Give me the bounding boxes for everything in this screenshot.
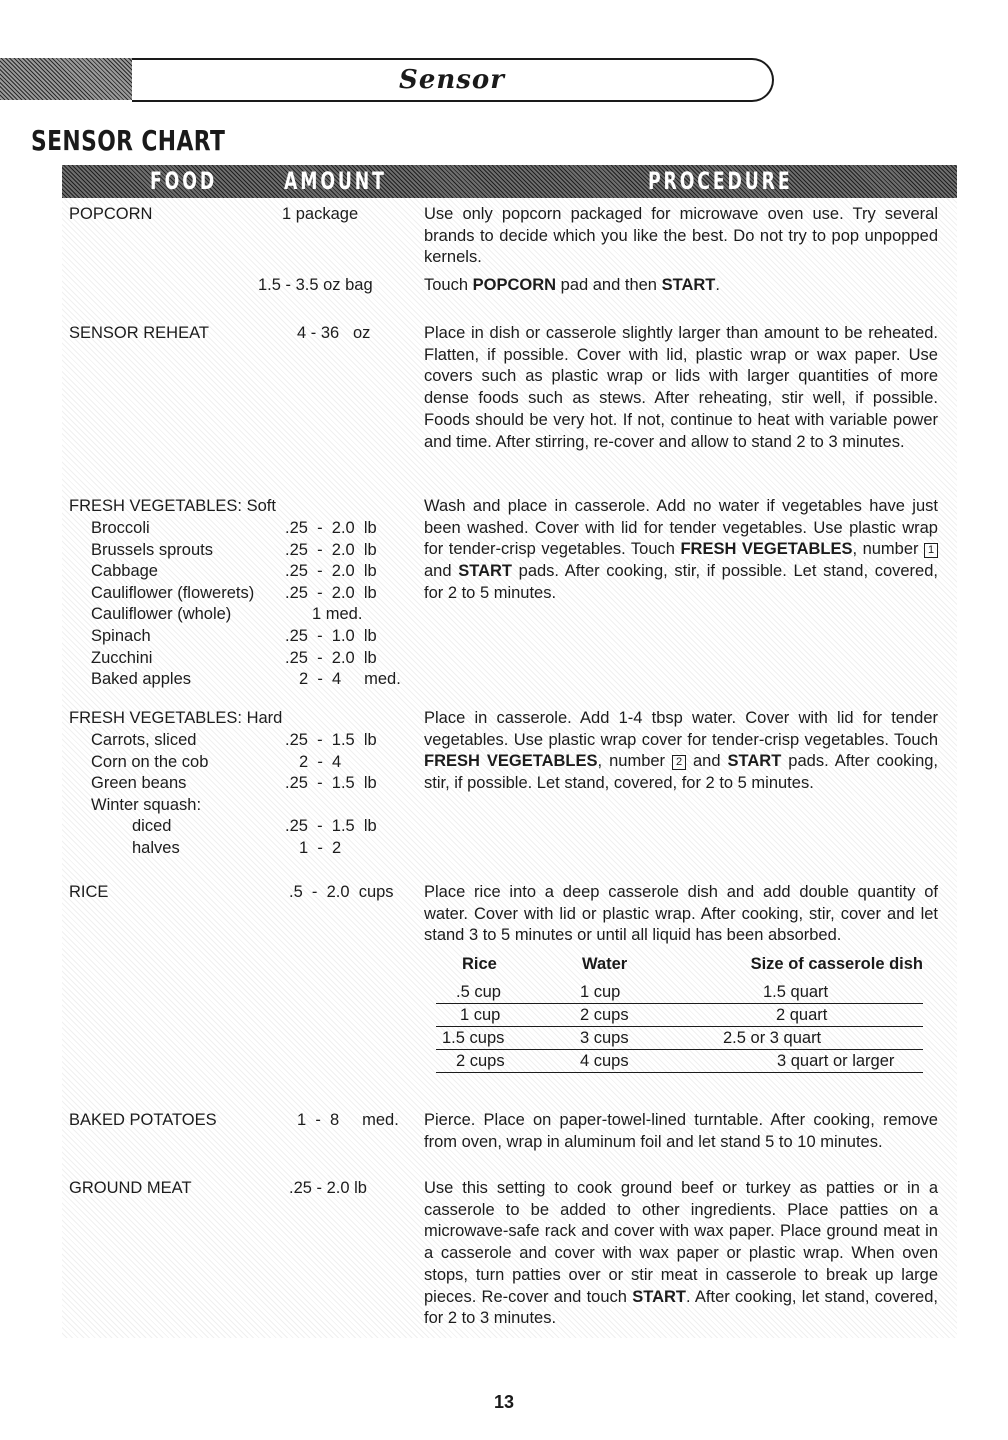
food-name: FRESH VEGETABLES: Soft (69, 497, 276, 515)
vegetable-name: Baked apples (91, 670, 191, 688)
food-name: BAKED POTATOES (69, 1111, 217, 1129)
vegetable-name: Cauliflower (whole) (91, 605, 232, 623)
vegetable-name: diced (132, 817, 172, 835)
amount: 1.5 - 3.5 oz bag (258, 276, 373, 294)
rice-casserole-table (436, 953, 923, 1073)
amount: .25 - 2.0 lb (285, 562, 377, 580)
amount: .25 - 2.0 lb (285, 519, 377, 537)
column-header-bar (62, 165, 957, 198)
vegetable-name: Broccoli (91, 519, 150, 537)
table-row: 1 cup 2 cups 2 quart (436, 1004, 923, 1027)
number-key-1: 1 (924, 543, 938, 558)
header-pattern-block (0, 58, 132, 100)
vegetable-name: Brussels sprouts (91, 541, 213, 559)
table-header: Rice (462, 955, 497, 973)
amount: .25 - 1.5 lb (285, 774, 377, 792)
amount: .5 - 2.0 cups (289, 883, 394, 901)
amount: 2 - 4 med. (299, 670, 401, 688)
column-procedure: PROCEDURE (648, 167, 793, 195)
vegetable-name: Spinach (91, 627, 151, 645)
food-name: SENSOR REHEAT (69, 324, 209, 342)
table-header: Water (582, 955, 628, 973)
amount: .25 - 2.0 lb (285, 541, 377, 559)
table-row: 2 cups 4 cups 3 quart or larger (436, 1050, 923, 1073)
amount: 1 med. (312, 605, 363, 623)
column-food: FOOD (150, 167, 218, 195)
vegetable-name: Cauliflower (flowerets) (91, 584, 255, 602)
amount: 2 - 4 (299, 753, 342, 771)
section-header (132, 58, 774, 102)
vegetable-name: Corn on the cob (91, 753, 209, 771)
procedure-text: Place in casserole. Add 1-4 tbsp water. Cover with lid for tender vegetables. Use plastic wrap cover for tender-crisp vegetables. Touch FRESH VEGETABLES, number 2 and START pads. After cooking, stir, if possible. Let stand, covered, for 2 to 5 minutes. (424, 709, 939, 793)
number-key-2: 2 (672, 755, 686, 770)
vegetable-name: Zucchini (91, 649, 153, 667)
table-header: Size of casserole dish (750, 955, 923, 973)
food-name: FRESH VEGETABLES: Hard (69, 709, 283, 727)
start-pad-label: START (632, 1287, 686, 1306)
procedure-text: Place in dish or casserole slightly larger than amount to be reheated. Flatten, if possible. Cover with lid, plastic wrap or wax paper. Use covers such as plastic wrap or lids with larger quantities of more dense foods such as stews. After reheating, stir well, if possible. Foods should be very hot. If not, continue to heat with variable power and time. After stirring, re-cover and allow to stand 2 to 3 minutes. (424, 324, 938, 451)
table-row: .5 cup 1 cup 1.5 quart (436, 981, 923, 1004)
vegetable-name: Carrots, sliced (91, 731, 197, 749)
procedure-text: Touch POPCORN pad and then START. (424, 276, 720, 294)
amount: .25 - 2.0 lb (285, 584, 377, 602)
amount: 1 - 2 (299, 839, 342, 857)
procedure-text: Use this setting to cook ground beef or turkey as patties or in a casserole to be added to other ingredients. Place patties on a microwave-safe rack and cover with wax paper. Place ground meat in a casserole and cover with wax paper or plastic wrap. When oven stops, turn patties over or stir meat in casserole to break up large pieces. Re-cover and touch START. After cooking, let stand, covered, for 2 to 3 minutes. (424, 1179, 938, 1328)
amount: .25 - 2.0 lb (289, 1179, 367, 1197)
food-name: POPCORN (69, 205, 153, 223)
fresh-vegetables-pad-label: FRESH VEGETABLES (424, 752, 598, 771)
amount: .25 - 1.5 lb (285, 817, 377, 835)
amount: 1 - 8 med. (297, 1111, 399, 1129)
amount: 4 - 36 oz (297, 324, 371, 342)
procedure-text: Use only popcorn packaged for microwave oven use. Try several brands to decide which you like the best. Do not try to pop unpopped kernels. (424, 205, 938, 267)
procedure-text: Pierce. Place on paper-towel-lined turntable. After cooking, remove from oven, wrap in aluminum foil and let stand 5 to 10 minutes. (424, 1111, 938, 1151)
food-name: GROUND MEAT (69, 1179, 192, 1197)
procedure-text: Place rice into a deep casserole dish and add double quantity of water. Cover with lid or plastic wrap. After cooking, stir, cover and let stand 3 to 5 minutes or until all liquid has been absorbed. (424, 883, 938, 945)
popcorn-pad-label: POPCORN (472, 276, 557, 294)
vegetable-name: Cabbage (91, 562, 158, 580)
start-pad-label: START (458, 562, 512, 581)
section-title: Sensor (399, 65, 505, 95)
amount: .25 - 2.0 lb (285, 649, 377, 667)
amount: .25 - 1.5 lb (285, 731, 377, 749)
procedure-text: Wash and place in casserole. Add no water if vegetables have just been washed. Cover with lid for tender vegetables. Use plastic wrap for tender-crisp vegetables. Touch FRESH VEGETABLES, number 1 and START pads. After cooking, stir, if possible. Let stand, covered, for 2 to 5 minutes. (424, 497, 938, 602)
amount: 1 package (282, 205, 359, 223)
vegetable-name: halves (132, 839, 180, 857)
start-pad-label: START (727, 752, 782, 771)
start-pad-label: START (661, 276, 716, 294)
column-amount: AMOUNT (284, 167, 387, 195)
table-header-row (436, 953, 923, 975)
vegetable-name: Winter squash: (91, 796, 202, 814)
page-number: 13 (493, 1392, 515, 1412)
chart-title: SENSOR CHART (31, 124, 226, 157)
food-name: RICE (69, 883, 109, 901)
amount: .25 - 1.0 lb (285, 627, 377, 645)
table-row: 1.5 cups 3 cups 2.5 or 3 quart (436, 1027, 923, 1050)
vegetable-name: Green beans (91, 774, 187, 792)
fresh-vegetables-pad-label: FRESH VEGETABLES (680, 540, 853, 559)
